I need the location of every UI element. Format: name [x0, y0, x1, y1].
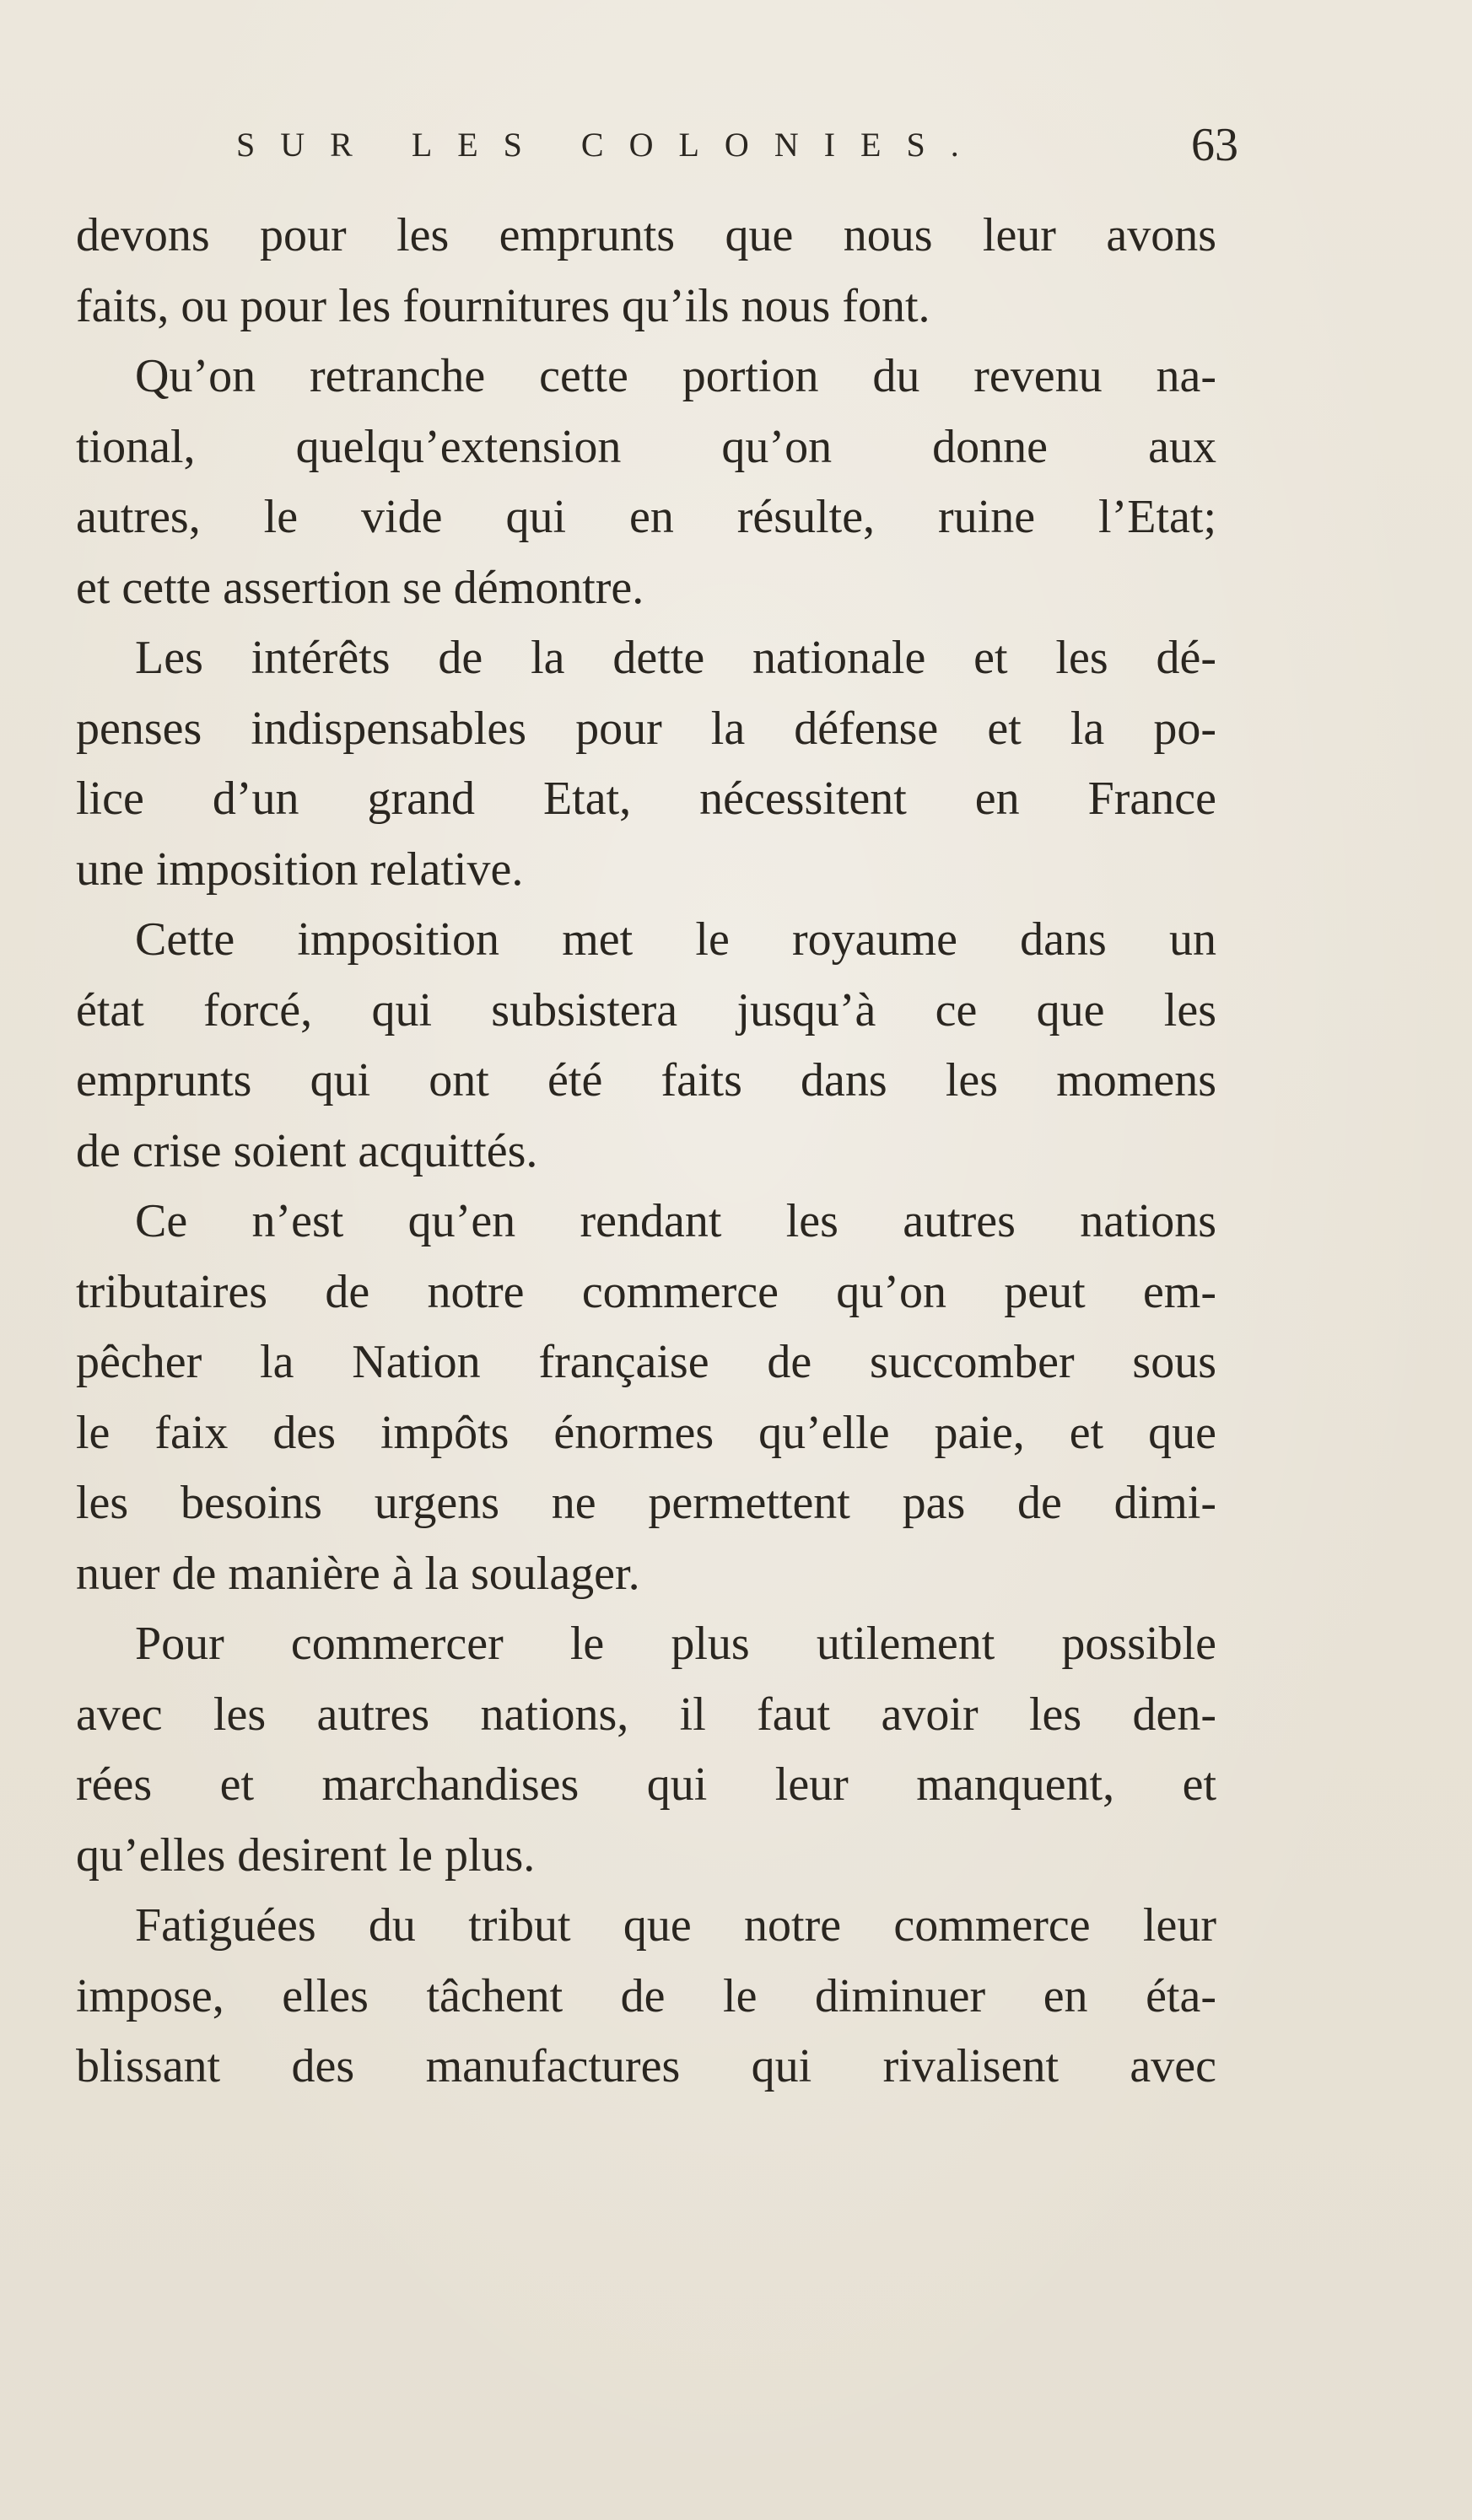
text-line: tional, quelqu’extension qu’on donne aux — [76, 420, 1216, 473]
text-line: Les intérêts de la dette nationale et les dé- — [135, 632, 1216, 684]
text-line: Fatiguées du tribut que notre commerce leur — [135, 1899, 1216, 1952]
text-line: de crise soient acquittés. — [76, 1124, 538, 1177]
text-line: Qu’on retranche cette portion du revenu na- — [135, 350, 1216, 402]
running-head: SUR LES COLONIES. — [236, 126, 984, 164]
text-line: blissant des manufactures qui rivalisent avec — [76, 2040, 1216, 2092]
text-line: nuer de manière à la soulager. — [76, 1547, 640, 1600]
text-line: pêcher la Nation française de succomber sous — [76, 1336, 1216, 1388]
text-line: autres, le vide qui en résulte, ruine l’Etat; — [76, 491, 1216, 543]
text-line: avec les autres nations, il faut avoir les den- — [76, 1688, 1216, 1741]
text-line: les besoins urgens ne permettent pas de dimi- — [76, 1477, 1216, 1529]
text-line: impose, elles tâchent de le diminuer en éta- — [76, 1969, 1216, 2022]
text-line: devons pour les emprunts que nous leur avons — [76, 209, 1216, 261]
text-line: une imposition relative. — [76, 843, 524, 896]
text-line: et cette assertion se démontre. — [76, 561, 644, 614]
text-line: Ce n’est qu’en rendant les autres nations — [135, 1195, 1216, 1247]
text-line: emprunts qui ont été faits dans les momens — [76, 1054, 1216, 1107]
page-number: 63 — [1191, 119, 1238, 171]
text-line: Pour commercer le plus utilement possible — [135, 1618, 1216, 1670]
text-line: penses indispensables pour la défense et la po- — [76, 702, 1216, 755]
text-line: Cette imposition met le royaume dans un — [135, 913, 1216, 966]
text-line: tributaires de notre commerce qu’on peut em- — [76, 1265, 1216, 1318]
text-line: lice d’un grand Etat, nécessitent en France — [76, 773, 1216, 825]
text-line: état forcé, qui subsistera jusqu’à ce que les — [76, 983, 1216, 1037]
text-line: le faix des impôts énormes qu’elle paie, et que — [76, 1406, 1216, 1459]
text-line: qu’elles desirent le plus. — [76, 1828, 536, 1882]
text-line: faits, ou pour les fournitures qu’ils nous font. — [76, 279, 930, 332]
text-line: rées et marchandises qui leur manquent, et — [76, 1758, 1216, 1811]
body-text — [76, 201, 1216, 2103]
